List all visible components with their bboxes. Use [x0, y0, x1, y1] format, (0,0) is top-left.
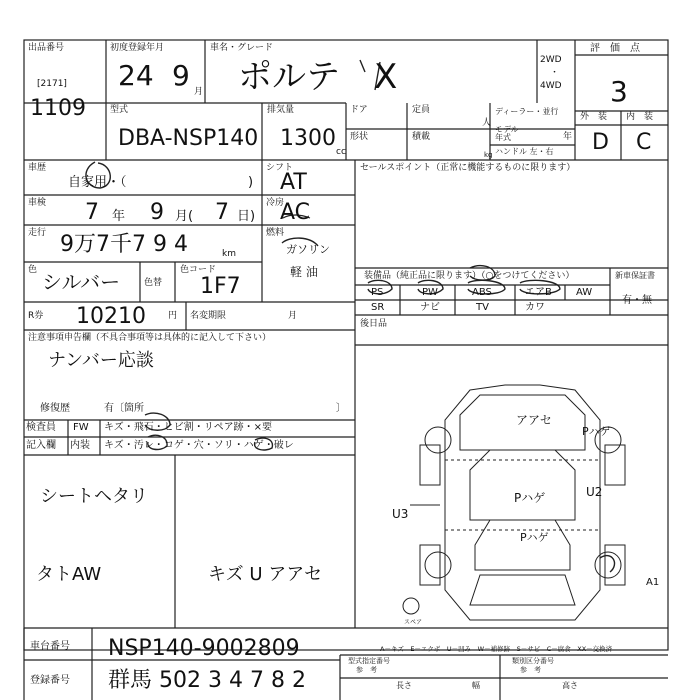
- recycle-unit: 円: [168, 311, 178, 321]
- model-label: 車名・グレード: [210, 43, 274, 53]
- shaken-label: 車検: [28, 198, 47, 208]
- history-label: 車歴: [28, 163, 47, 173]
- displacement-value: 1300: [280, 126, 336, 151]
- interior-insp-label: 内装: [70, 440, 90, 451]
- color-code-label: 色コード: [180, 265, 217, 275]
- inspector-label-2: 記入欄: [26, 440, 56, 451]
- repair-label: 修復歴: [40, 403, 70, 414]
- capacity-unit: 人: [482, 118, 492, 128]
- mileage-unit: km: [222, 249, 236, 259]
- interior-label: 内 装: [626, 112, 654, 122]
- repair-close: 〕: [336, 403, 346, 414]
- load-unit: kg: [484, 151, 493, 159]
- notes-text: ナンバー応談: [48, 350, 154, 371]
- handle-label: ハンドル 左・右: [495, 147, 554, 156]
- recycle-value: 10210: [76, 304, 146, 329]
- equip-aw: AW: [576, 287, 593, 298]
- displacement-unit: cc: [336, 147, 346, 157]
- equip-sr: SR: [371, 302, 385, 313]
- drive-dot: ・: [550, 68, 560, 78]
- exterior-value: D: [592, 130, 609, 155]
- model-cert-label-2: 類別区分番号: [512, 657, 554, 665]
- insp-note-1: シートヘタリ: [40, 486, 148, 507]
- repair-value: 有〔箇所: [104, 403, 144, 414]
- aircon-label: 冷房: [266, 198, 285, 208]
- warranty-label: 新車保証書: [615, 271, 655, 280]
- mark-pu-center: Pハゲ: [514, 491, 546, 505]
- warranty-value: 有・無: [622, 295, 652, 306]
- interior-value: C: [636, 130, 652, 155]
- type-value: DBA-NSP140: [118, 126, 259, 151]
- mark-a1-right: A1: [646, 577, 660, 588]
- first-reg-month: 9: [172, 59, 190, 92]
- shaken-month: 9: [150, 200, 164, 225]
- color-change-label: 色替: [144, 278, 163, 288]
- equip-leather: カワ: [525, 302, 545, 313]
- spare-label: スペア: [404, 619, 423, 626]
- owner-change-label: 名変期限: [190, 311, 227, 321]
- registration-value: 群馬 502 3 4 7 8 2: [108, 668, 306, 693]
- grade-value: 3: [610, 75, 628, 108]
- lot-number: 1109: [30, 96, 86, 121]
- shift-label: シフト: [266, 163, 294, 173]
- registration-label: 登録番号: [30, 675, 70, 686]
- lot-code: [2171]: [37, 79, 67, 89]
- fw-label: FW: [73, 422, 89, 433]
- damage-legend: A－キズ E－エクボ U－凹み W－補修跡 S－サビ C－腐食 XX－交換済: [380, 645, 613, 653]
- shaken-year: 7: [85, 200, 99, 225]
- shaken-month-unit: 月(: [175, 209, 194, 224]
- drive-2wd: 2WD: [540, 55, 562, 65]
- fuel-label: 燃料: [266, 228, 285, 238]
- drive-4wd: 4WD: [540, 81, 562, 91]
- inspector-label-1: 検査員: [26, 422, 56, 433]
- aircon-value: AC: [280, 200, 311, 225]
- first-reg-month-unit: 月: [194, 87, 204, 97]
- first-reg-year: 24: [118, 59, 154, 92]
- color-label: 色: [28, 265, 38, 275]
- height-label: 高さ: [562, 681, 578, 690]
- mileage-label: 走行: [28, 228, 47, 238]
- capacity-label: 定員: [412, 105, 431, 115]
- model-name: ポルテ X: [238, 57, 398, 97]
- interior-insp-items: キズ・汚レ・コゲ・穴・ソリ・ハゲ・破レ: [104, 440, 294, 451]
- model-year-label: モデル年式: [495, 125, 519, 142]
- model-cert-label-2b: 参 考: [520, 666, 541, 674]
- first-reg-label: 初度登録年月: [110, 43, 165, 53]
- fw-items: キズ・飛石・ヒビ割・リペア跡・×要: [104, 422, 272, 433]
- lot-label: 出品番号: [28, 43, 65, 53]
- equip-tv: TV: [476, 302, 489, 313]
- shift-value: AT: [280, 170, 307, 195]
- mark-u3-left: U3: [392, 507, 409, 521]
- shape-label: 形状: [350, 132, 369, 142]
- shaken-day: 7: [215, 200, 229, 225]
- type-label: 型式: [110, 105, 129, 115]
- chassis-label: 車台番号: [30, 641, 70, 652]
- grade-label: 評 価 点: [590, 43, 640, 54]
- equipment-label: 装備品（純正品に限ります）（○をつけてください）: [364, 271, 575, 281]
- mark-pu-front: Pハゲ: [582, 425, 611, 438]
- chassis-value: NSP140-9002809: [108, 636, 300, 661]
- aftermarket-label: 後日品: [360, 319, 388, 329]
- color-code-value: 1F7: [200, 274, 241, 299]
- mileage-value: 9万7千7 9 4: [60, 232, 188, 257]
- fuel-value: ガソリン: [286, 243, 330, 256]
- owner-change-month: 月: [288, 311, 298, 321]
- notes-label: 注意事項申告欄（不具合事項等は具体的に記入して下さい）: [28, 333, 272, 343]
- color-value: シルバー: [42, 270, 121, 294]
- shaken-year-unit: 年: [112, 209, 126, 224]
- exterior-label: 外 装: [580, 112, 608, 122]
- insp-note-2: タトAW: [36, 564, 102, 585]
- width-label: 幅: [472, 681, 480, 690]
- model-year-unit: 年: [563, 132, 573, 142]
- equip-navi: ナビ: [420, 302, 440, 313]
- mark-pu-rear: Pハゲ: [520, 531, 549, 544]
- model-cert-label-1: 型式指定番号: [348, 657, 390, 665]
- insp-note-3: キズ U アアセ: [208, 564, 323, 585]
- history-close: ): [248, 175, 254, 190]
- dealer-label: ディーラー・並行: [495, 107, 559, 116]
- equip-ps: PS: [371, 287, 384, 298]
- shaken-day-unit: 日): [237, 209, 256, 224]
- history-value: 自家用・（: [68, 175, 127, 190]
- mark-u2-right: U2: [586, 485, 603, 499]
- equip-abs: ABS: [472, 287, 492, 298]
- fuel-alt: 軽 油: [290, 265, 318, 279]
- equip-airbag: エアB: [525, 287, 552, 298]
- displacement-label: 排気量: [267, 105, 295, 115]
- equip-pw: PW: [422, 287, 438, 298]
- length-label: 長さ: [396, 681, 412, 690]
- model-cert-label-1b: 参 考: [356, 666, 377, 674]
- mark-a2-front: アアセ: [516, 413, 552, 427]
- recycle-label: R券: [28, 311, 44, 321]
- door-label: ドア: [350, 105, 368, 115]
- load-label: 積載: [412, 132, 431, 142]
- sales-point-label: セールスポイント（正常に機能するものに限ります）: [360, 163, 576, 173]
